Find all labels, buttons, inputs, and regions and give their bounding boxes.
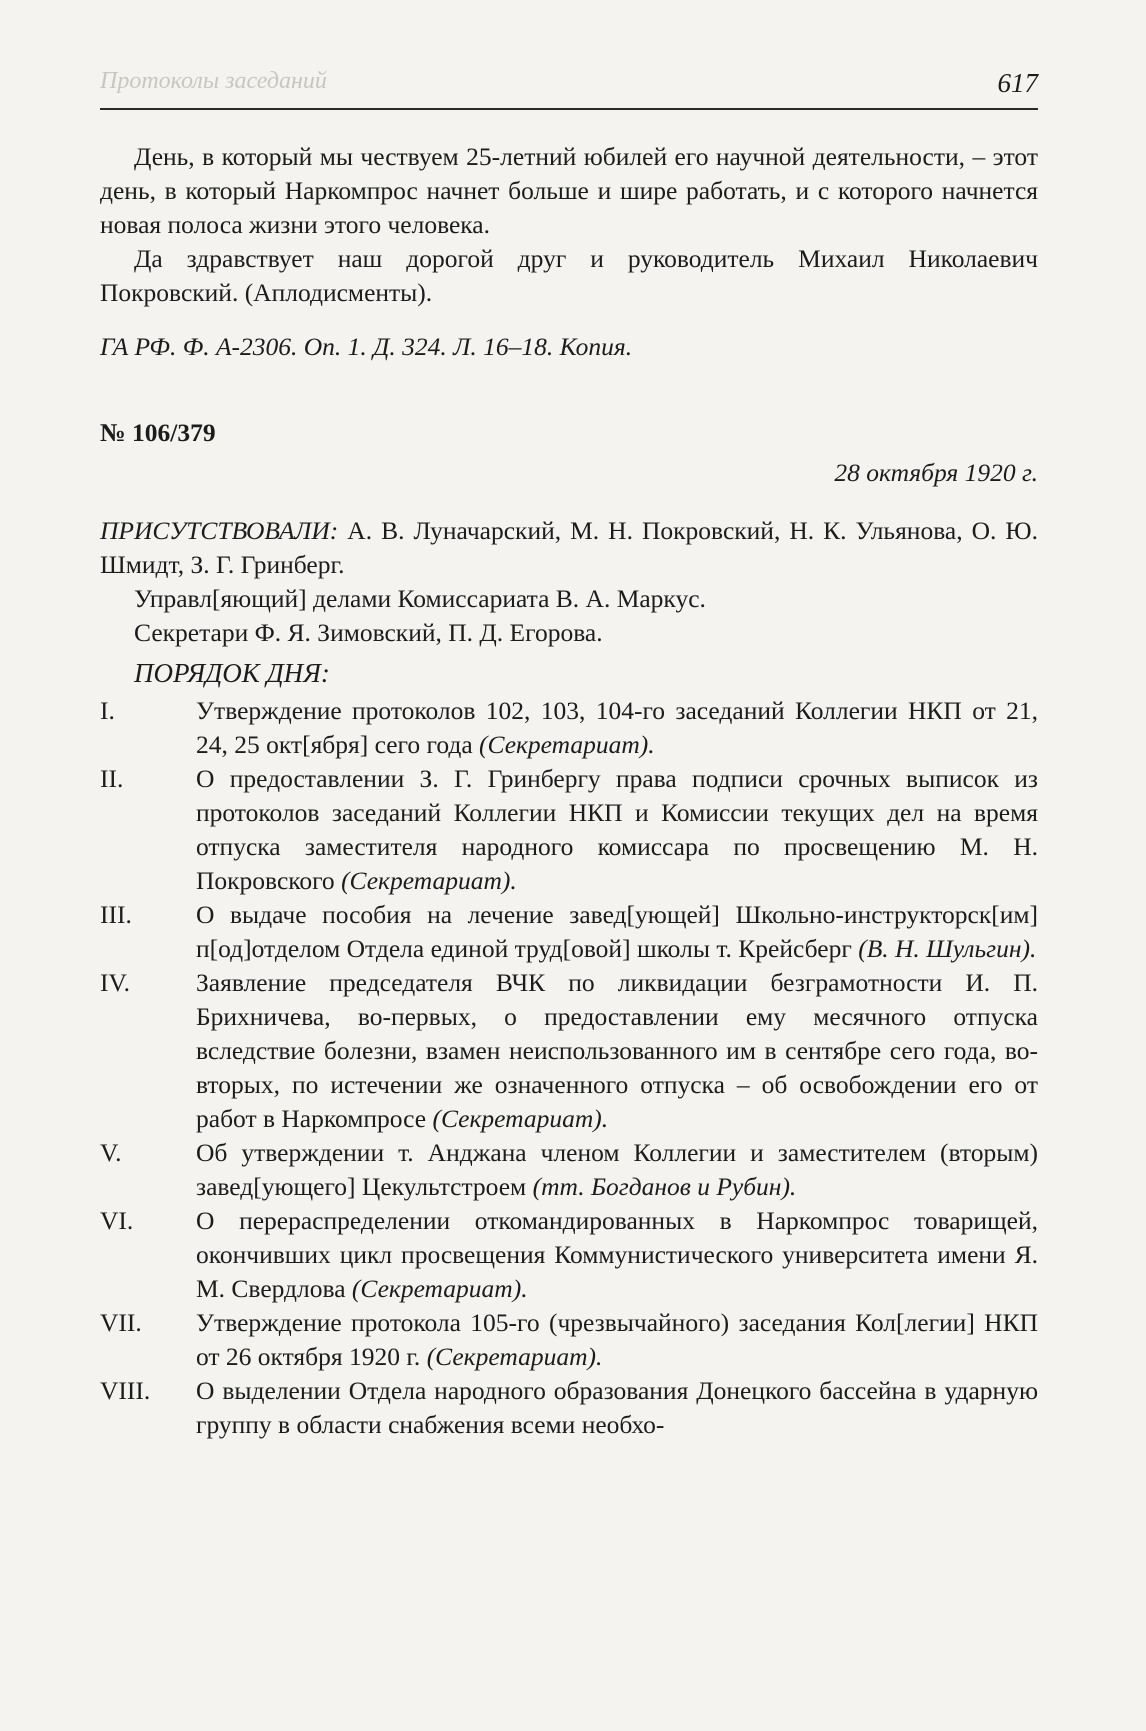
agenda-item [100,1306,1038,1374]
agenda-item-body: Утверждение протоколов 102, 103, 104-го заседаний Коллегии НКП от 21, 24, 25 окт[ября] сего года [196,696,1038,759]
agenda-item-text [196,1306,1038,1374]
agenda-item-body: О выдаче пособия на лечение завед[ующей] Школьно-инструкторск[им] п[од]отделом Отдела единой труд[овой] школы т. Крейсберг [196,900,1038,963]
speech-paragraph: Да здравствует наш дорогой друг и руководитель Михаил Николаевич Покровский. (Аплодисменты). [100,244,1038,307]
agenda-item-number: VII. [100,1308,142,1337]
agenda-item [100,694,1038,762]
agenda-item-text [196,966,1038,1136]
secretaries: Секретари Ф. Я. Зимовский, П. Д. Егорова. [134,618,603,647]
agenda-item-responsible: (Секретариат). [479,730,655,759]
speech-paragraph: День, в который мы чествуем 25-летний юбилей его научной деятельности, – этот день, в который Наркомпрос начнет больше и шире работать, и с которого начнется новая полоса жизни этого человека. [100,142,1038,239]
agenda-item-responsible: (Секретариат). [341,866,517,895]
agenda-item [100,762,1038,898]
agenda-item [100,966,1038,1136]
agenda-item-number: III. [100,900,132,929]
agenda-item-responsible: (Секретариат). [351,1274,528,1303]
agenda-item-text [196,1374,1038,1442]
attendees-label: ПРИСУТСТВОВАЛИ: [100,516,339,545]
agenda-item-number: V. [100,1138,122,1167]
attendees-present [100,514,1038,582]
agenda-item [100,1204,1038,1306]
document-number: № 106/379 [100,418,216,447]
agenda-item-number: IV. [100,968,130,997]
agenda-list [100,694,1038,1442]
page-header [100,58,1038,110]
agenda-item-body: О выделении Отдела народного образования Донецкого бассейна в ударную группу в области снабжения всеми необхо- [196,1376,1038,1439]
agenda-item [100,1136,1038,1204]
agenda-item-body: Утверждение протокола 105-го (чрезвычайного) заседания Кол[легии] НКП от 26 октября 1920 г. [196,1308,1038,1371]
running-head: Протоколы заседаний [100,68,327,94]
agenda-item-number: VIII. [100,1376,151,1405]
agenda-item-body: О предоставлении З. Г. Гринбергу права подписи срочных выписок из протоколов заседаний Коллегии НКП и Комиссии текущих дел на время отпуска заместителя народного комиссара по просвещению М. Н. Покровского [196,764,1038,895]
document-date: 28 октября 1920 г. [834,458,1038,487]
agenda-item-text [196,762,1038,898]
page-number: 617 [997,68,1038,98]
agenda-item-number: II. [100,764,124,793]
document-page [100,0,1038,1731]
page-content [100,140,1038,1442]
agenda-item [100,1374,1038,1442]
agenda-title: ПОРЯДОК ДНЯ: [134,658,330,688]
affairs-manager: Управл[яющий] делами Комиссариата В. А. Маркус. [134,584,706,613]
agenda-item-responsible: (Секретариат). [426,1342,603,1371]
agenda-item-number: VI. [100,1206,134,1235]
agenda-item-number: I. [100,696,115,725]
agenda-item-responsible: (тт. Богданов и Рубин). [532,1172,797,1201]
agenda-item-body: Об утверждении т. Анджана членом Коллегии и заместителем (вторым) завед[ующего] Цекультстроем [196,1138,1038,1201]
agenda-item-body: Заявление председателя ВЧК по ликвидации безграмотности И. П. Брихничева, во-первых, о предоставлении ему месячного отпуска вследствие болезни, взамен неиспользованного им в сентябре сего года, во-вторых, по истечении же означенного отпуска – об освобождении его от работ в Наркомпросе [196,968,1038,1133]
agenda-item [100,898,1038,966]
agenda-item-text [196,694,1038,762]
agenda-item-responsible: (В. Н. Шульгин). [858,934,1037,963]
attendees-list: А. В. Луначарский, М. Н. Покровский, Н. К. Ульянова, О. Ю. Шмидт, З. Г. Гринберг. [100,516,1038,579]
agenda-item-responsible: (Секретариат). [432,1104,609,1133]
archive-source: ГА РФ. Ф. А-2306. Оп. 1. Д. 324. Л. 16–18. Копия. [100,332,633,361]
agenda-item-text [196,898,1038,966]
agenda-item-text [196,1204,1038,1306]
agenda-item-body: О перераспределении откомандированных в Наркомпрос товарищей, окончивших цикл просвещения Коммунистического университета имени Я. М. Свердлова [196,1206,1038,1303]
agenda-item-text [196,1136,1038,1204]
